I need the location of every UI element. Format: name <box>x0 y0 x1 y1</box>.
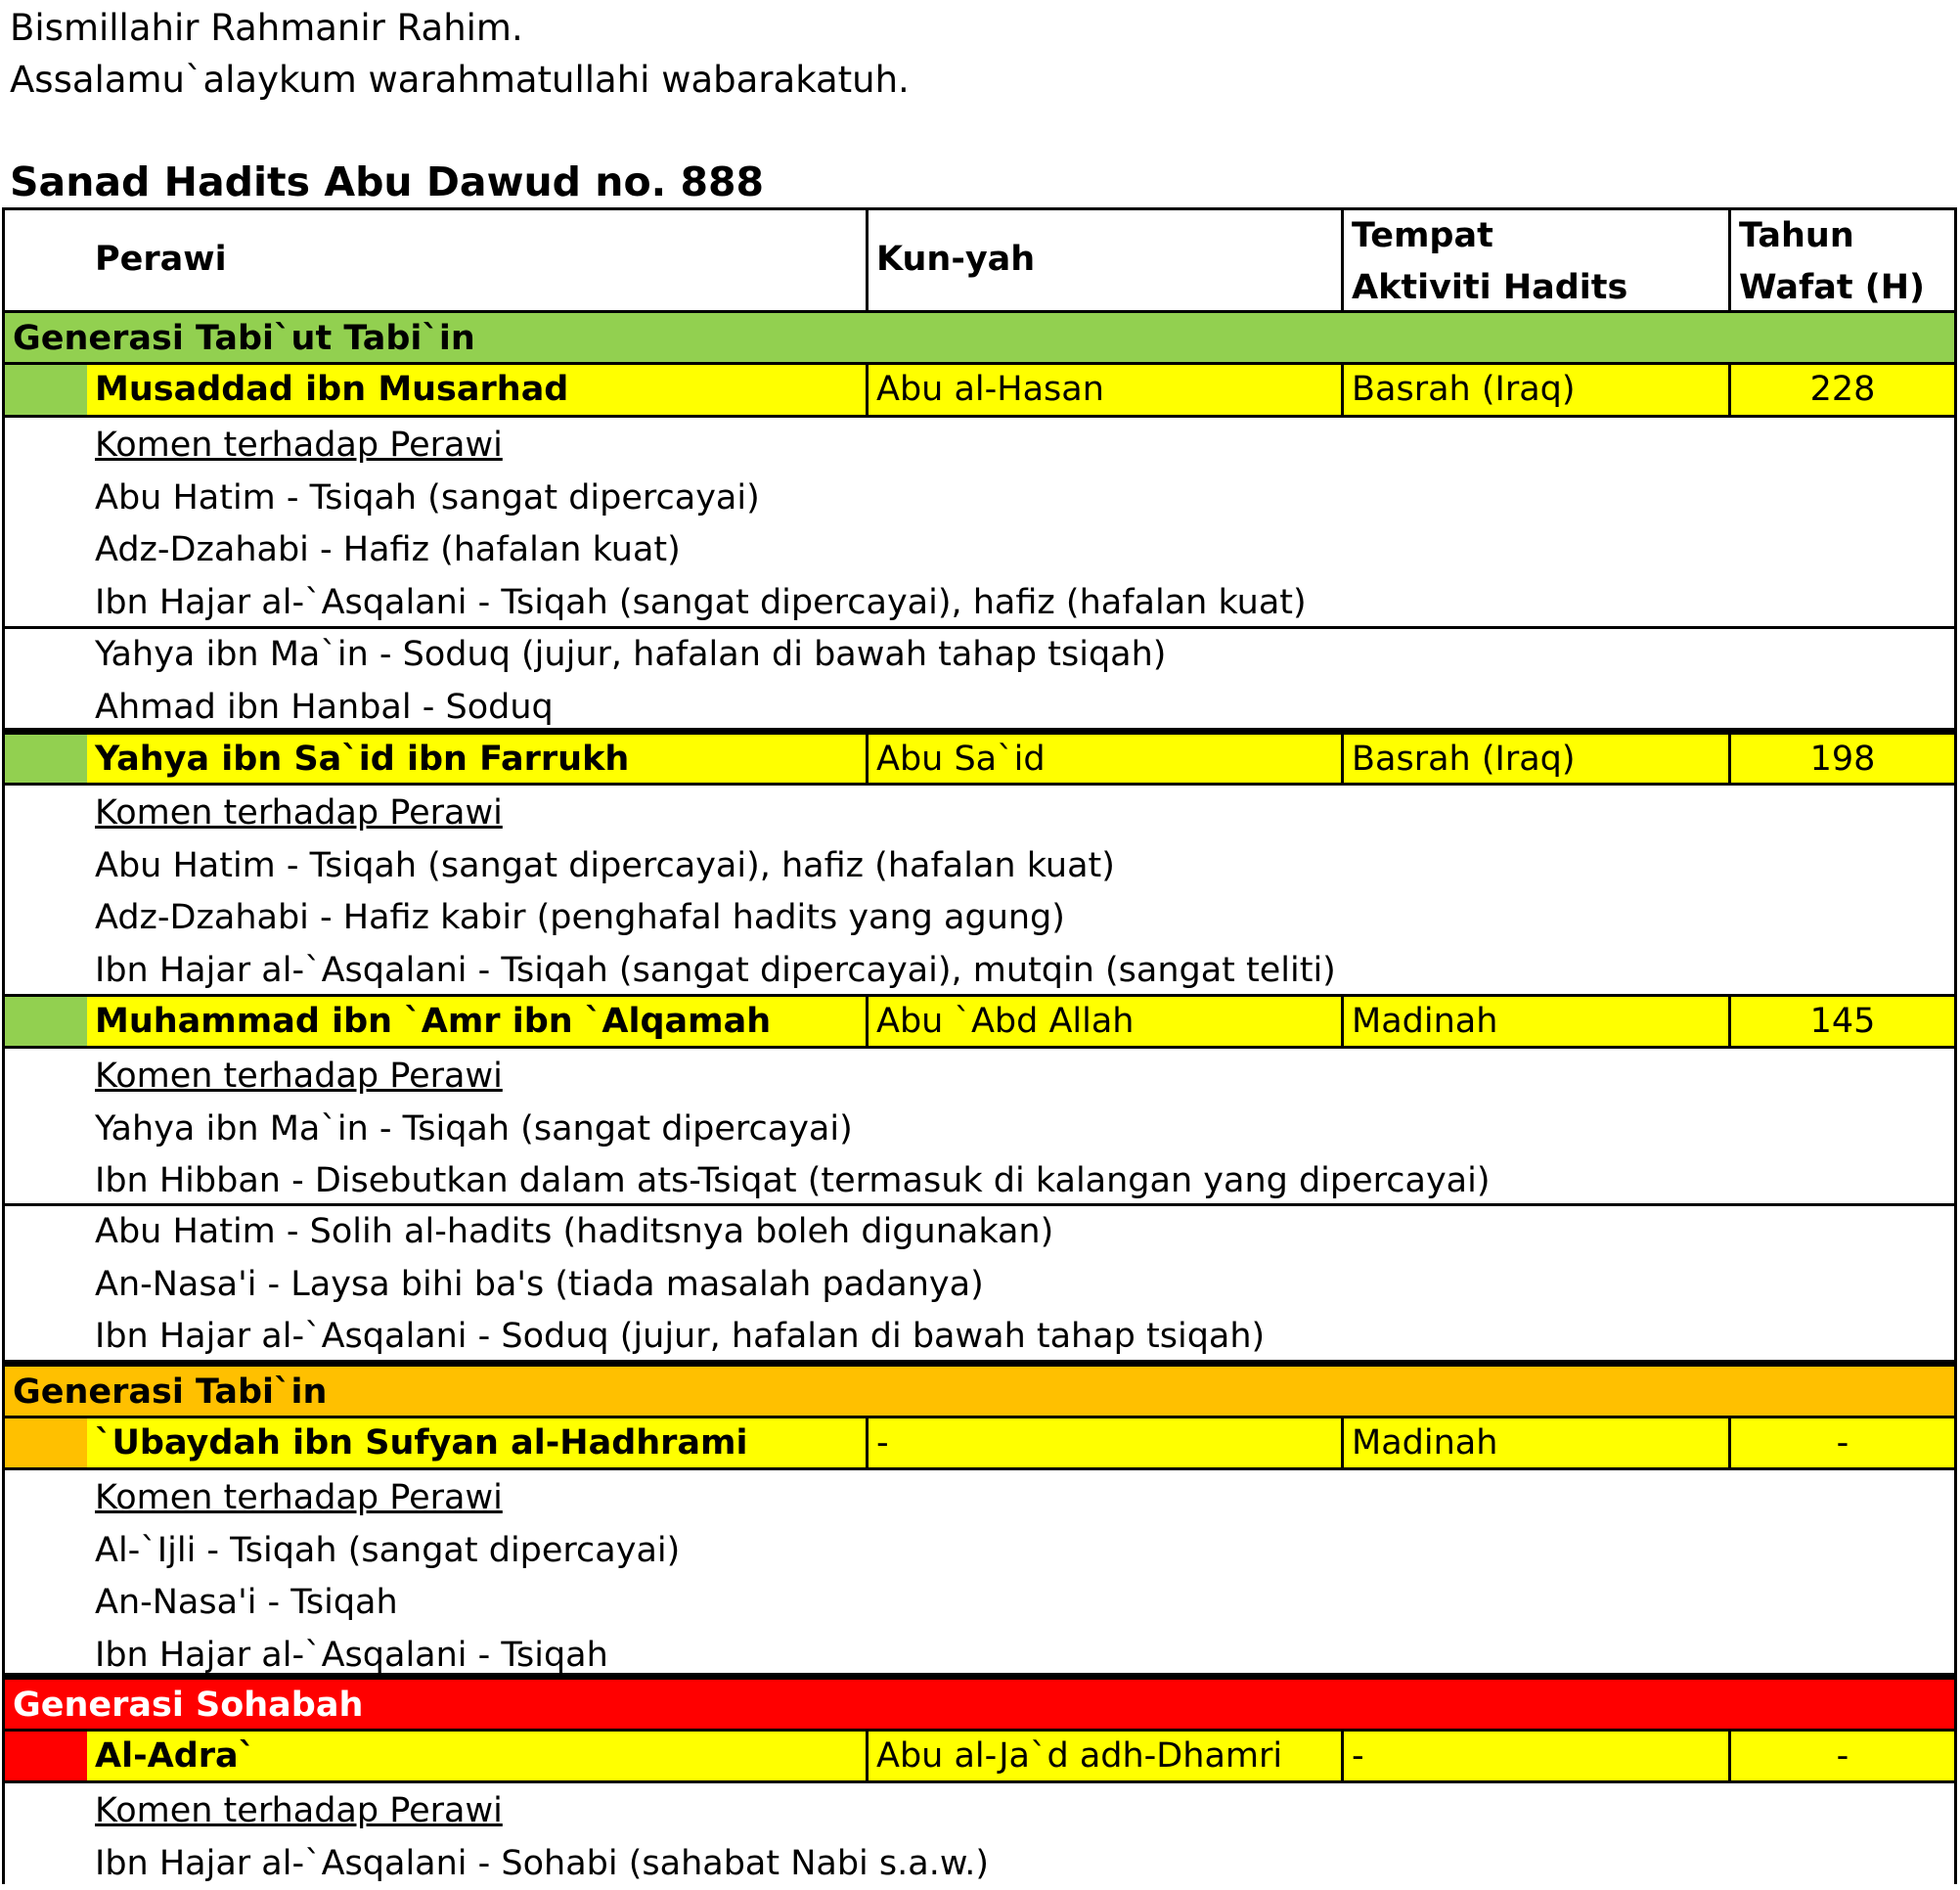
column-header-tahun-line-1: Tahun <box>1739 210 1954 262</box>
column-header-tempat-line-2: Aktiviti Hadits <box>1352 262 1728 310</box>
comment-line: Abu Hatim - Tsiqah (sangat dipercayai) <box>95 472 1954 525</box>
comment-line: An-Nasa'i - Laysa bihi ba's (tiada masalah padanya) <box>95 1259 1954 1312</box>
comment-block <box>2 1049 1957 1206</box>
comment-line: Yahya ibn Ma`in - Tsiqah (sangat dipercayai) <box>95 1103 1954 1156</box>
comment-line: Adz-Dzahabi - Hafiz kabir (penghafal hadits yang agung) <box>95 892 1954 945</box>
comment-block <box>2 1783 1957 1884</box>
narrator-wafat: 145 <box>1728 997 1954 1046</box>
column-header-tempat <box>1341 210 1728 310</box>
comment-line: Ibn Hajar al-`Asqalani - Soduq (jujur, hafalan di bawah tahap tsiqah) <box>95 1311 1954 1364</box>
narrator-tempat: Basrah (Iraq) <box>1341 365 1728 415</box>
narrator-wafat: - <box>1728 1732 1954 1780</box>
narrator-kunyah: Abu al-Hasan <box>866 365 1341 415</box>
narrator-kunyah: - <box>866 1418 1341 1467</box>
narrator-tempat: Madinah <box>1341 997 1728 1046</box>
narrator-row <box>2 1732 1957 1783</box>
narrator-name: `Ubaydah ibn Sufyan al-Hadhrami <box>87 1418 866 1467</box>
narrator-kunyah: Abu `Abd Allah <box>866 997 1341 1046</box>
comment-heading: Komen terhadap Perawi <box>95 420 1954 472</box>
narrator-row <box>2 365 1957 418</box>
generation-marker <box>5 1418 87 1467</box>
column-header-tahun <box>1728 210 1954 310</box>
comment-line: Abu Hatim - Tsiqah (sangat dipercayai), hafiz (hafalan kuat) <box>95 840 1954 893</box>
column-header-kunyah: Kun-yah <box>866 210 1341 310</box>
comment-block <box>2 1470 1957 1680</box>
greeting-line-2: Assalamu`alaykum warahmatullahi wabarakatuh. <box>10 54 910 106</box>
column-header-tempat-line-1: Tempat <box>1352 210 1728 262</box>
narrator-tempat: Basrah (Iraq) <box>1341 735 1728 783</box>
comment-line: Ibn Hajar al-`Asqalani - Tsiqah (sangat dipercayai), hafiz (hafalan kuat) <box>95 577 1954 630</box>
comment-block <box>2 786 1957 997</box>
narrator-wafat: - <box>1728 1418 1954 1467</box>
comment-heading: Komen terhadap Perawi <box>95 788 1954 840</box>
comment-line: Ahmad ibn Hanbal - Soduq <box>95 682 1954 735</box>
narrator-row <box>2 997 1957 1049</box>
narrator-wafat: 228 <box>1728 365 1954 415</box>
comment-line: Adz-Dzahabi - Hafiz (hafalan kuat) <box>95 524 1954 577</box>
comment-heading: Komen terhadap Perawi <box>95 1472 1954 1525</box>
narrator-name: Musaddad ibn Musarhad <box>87 365 866 415</box>
table-header <box>2 207 1957 313</box>
sanad-table <box>2 207 1957 1884</box>
greeting-line-1: Bismillahir Rahmanir Rahim. <box>10 2 523 54</box>
generation-marker <box>5 1732 87 1780</box>
narrator-tempat: Madinah <box>1341 1418 1728 1467</box>
comment-line: Ibn Hajar al-`Asqalani - Tsiqah <box>95 1630 1954 1683</box>
comment-block <box>2 629 1957 735</box>
narrator-name: Muhammad ibn `Amr ibn `Alqamah <box>87 997 866 1046</box>
comment-heading: Komen terhadap Perawi <box>95 1785 1954 1838</box>
narrator-kunyah: Abu al-Ja`d adh-Dhamri <box>866 1732 1341 1780</box>
comment-block <box>2 418 1957 629</box>
comment-block <box>2 1206 1957 1367</box>
generation-row-tabiin: Generasi Tabi`in <box>2 1367 1957 1418</box>
comment-line: Al-`Ijli - Tsiqah (sangat dipercayai) <box>95 1525 1954 1578</box>
column-header-perawi: Perawi <box>87 210 866 310</box>
comment-line: Ibn Hajar al-`Asqalani - Sohabi (sahabat Nabi s.a.w.) <box>95 1838 1954 1890</box>
generation-marker <box>5 365 87 415</box>
generation-marker <box>5 997 87 1046</box>
narrator-wafat: 198 <box>1728 735 1954 783</box>
narrator-name: Al-Adra` <box>87 1732 866 1780</box>
narrator-name: Yahya ibn Sa`id ibn Farrukh <box>87 735 866 783</box>
generation-row-sohabah: Generasi Sohabah <box>2 1680 1957 1732</box>
comment-line: Abu Hatim - Solih al-hadits (haditsnya boleh digunakan) <box>95 1206 1954 1259</box>
document-title: Sanad Hadits Abu Dawud no. 888 <box>10 155 764 209</box>
comment-line: An-Nasa'i - Tsiqah <box>95 1577 1954 1630</box>
column-header-tahun-line-2: Wafat (H) <box>1739 262 1954 310</box>
narrator-row <box>2 735 1957 786</box>
narrator-kunyah: Abu Sa`id <box>866 735 1341 783</box>
comment-line: Ibn Hibban - Disebutkan dalam ats-Tsiqat (termasuk di kalangan yang dipercayai) <box>95 1155 1954 1208</box>
comment-line: Yahya ibn Ma`in - Soduq (jujur, hafalan di bawah tahap tsiqah) <box>95 629 1954 682</box>
comment-line: Ibn Hajar al-`Asqalani - Tsiqah (sangat dipercayai), mutqin (sangat teliti) <box>95 945 1954 998</box>
narrator-row <box>2 1418 1957 1470</box>
comment-heading: Komen terhadap Perawi <box>95 1051 1954 1103</box>
narrator-tempat: - <box>1341 1732 1728 1780</box>
generation-marker <box>5 735 87 783</box>
generation-row-tabi-ut-tabiin: Generasi Tabi`ut Tabi`in <box>2 313 1957 365</box>
